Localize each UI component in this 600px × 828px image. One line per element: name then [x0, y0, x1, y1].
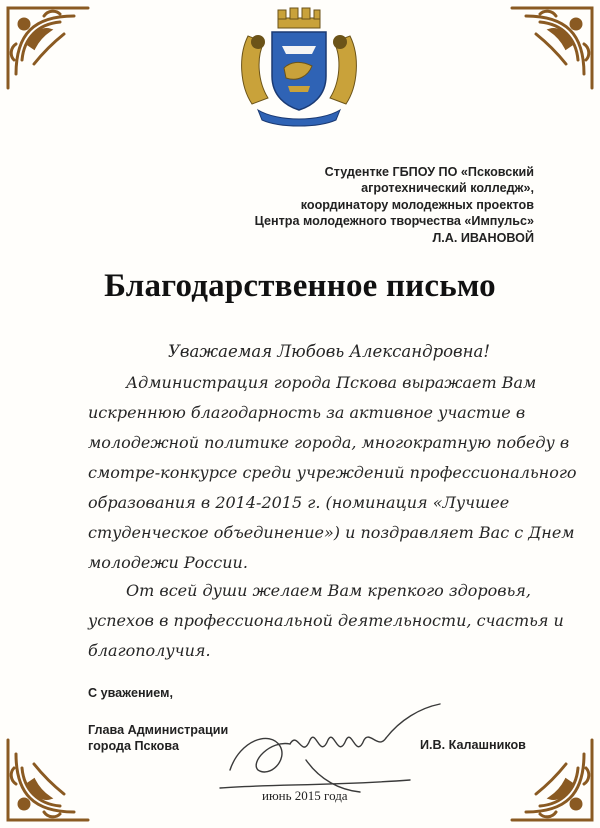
recipient-line: Студентке ГБПОУ ПО «Псковский — [324, 165, 534, 179]
body-line: образования в 2014-2015 г. (номинация «Лучшее — [88, 493, 510, 512]
corner-ornament-icon — [508, 4, 596, 92]
body-line: смотре-конкурсе среди учреждений профессионального — [88, 463, 577, 482]
body-line: молодежной политике города, многократную победу в — [88, 433, 570, 452]
corner-ornament-icon — [4, 4, 92, 92]
signatory-name: И.В. Калашников — [420, 738, 526, 752]
salutation: Уважаемая Любовь Александровна! — [168, 342, 490, 361]
body-line: студенческое объединение») и поздравляет Вас с Днем — [88, 523, 575, 542]
recipient-line: координатору молодежных проектов — [300, 197, 534, 212]
body-paragraph-1 — [88, 368, 577, 578]
body-line: молодежи России. — [88, 553, 248, 572]
body-paragraph-2 — [88, 576, 564, 666]
body-line: искреннюю благодарность за активное участие в — [88, 403, 526, 422]
signatory-title — [88, 722, 228, 754]
corner-ornament-icon — [4, 736, 92, 824]
signatory-title-line: города Пскова — [88, 739, 179, 753]
body-line: Администрация города Пскова выражает Вам — [126, 373, 537, 392]
body-line: благополучия. — [88, 641, 211, 660]
document-title: Благодарственное письмо — [104, 268, 496, 304]
recipient-name: Л.А. ИВАНОВОЙ — [432, 230, 534, 245]
body-line: От всей души желаем Вам крепкого здоровья, — [126, 581, 531, 600]
signatory-title-line: Глава Администрации — [88, 723, 229, 737]
recipient-line: агротехнический колледж», — [361, 181, 534, 196]
recipient-block — [204, 164, 534, 246]
letter-date: июнь 2015 года — [262, 788, 348, 803]
pskov-coat-of-arms-icon — [228, 6, 370, 130]
closing: С уважением, — [88, 686, 173, 700]
recipient-line: Центра молодежного творчества «Импульс» — [254, 214, 534, 229]
body-line: успехов в профессиональной деятельности, счастья и — [88, 611, 564, 630]
